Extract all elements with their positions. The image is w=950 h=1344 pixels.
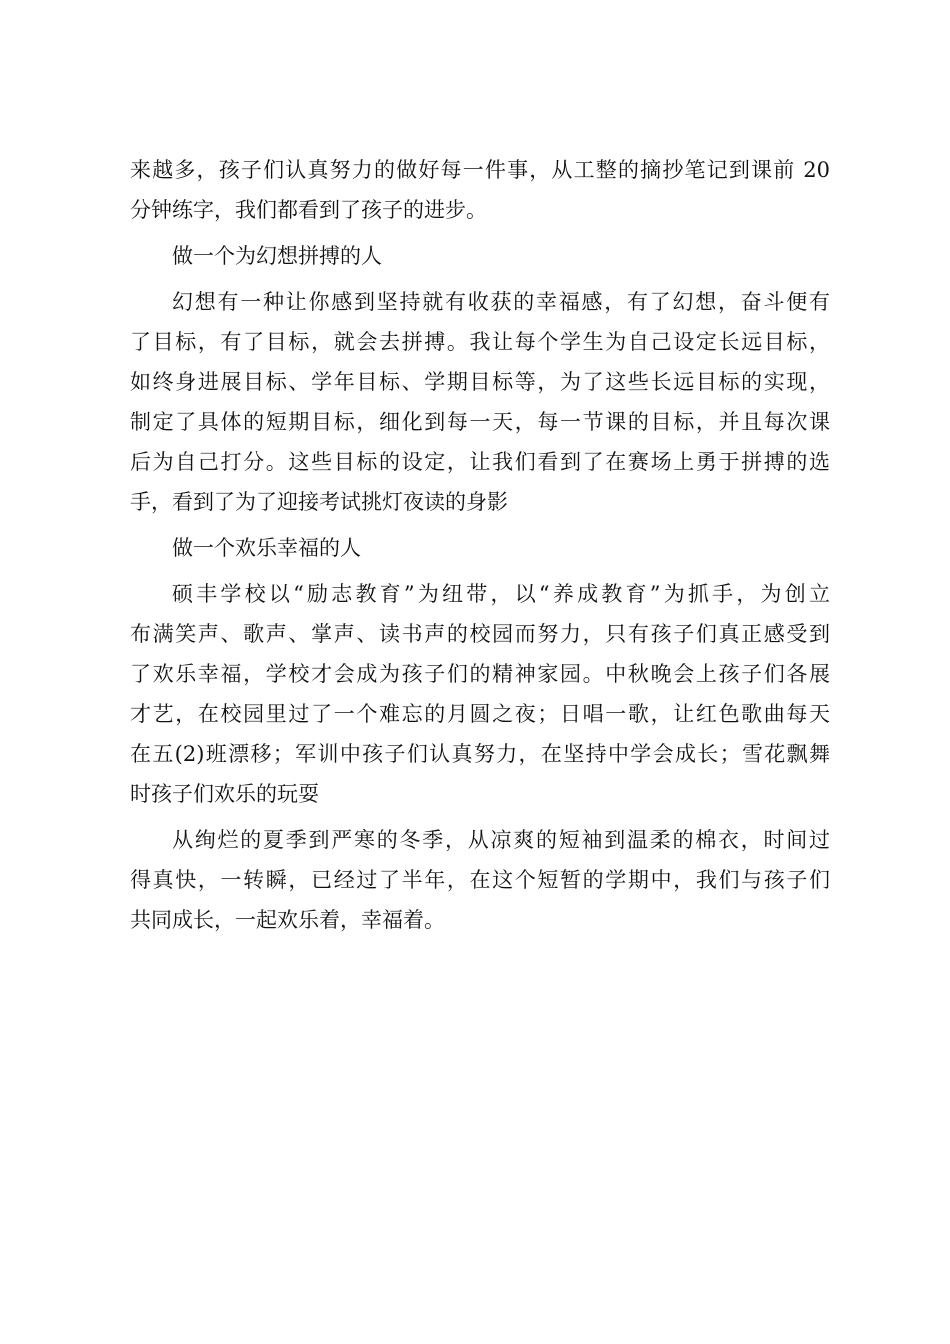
section-heading: [130, 528, 830, 568]
section-heading: [130, 236, 830, 276]
text-line: 幻想有一种让你感到坚持就有收获的幸福感，有了幻想，奋斗便有: [172, 290, 830, 314]
text-line: 了欢乐幸福，学校才会成为孩子们的精神家园。中秋晚会上孩子们各展: [130, 662, 830, 686]
text-line: 得真快，一转瞬，已经过了半年，在这个短暂的学期中，我们与孩子们: [130, 868, 830, 892]
text-line: 共同成长，一起欢乐着，幸福着。: [130, 908, 445, 932]
text-line: 才艺，在校园里过了一个难忘的月圆之夜；日唱一歌，让红色歌曲每天: [130, 702, 830, 726]
text-line: 制定了具体的短期目标，细化到每一天，每一节课的目标，并且每次课: [130, 410, 830, 434]
paragraph: [130, 282, 830, 522]
heading-line: 做一个为幻想拼搏的人: [172, 244, 382, 268]
text-line: 如终身进展目标、学年目标、学期目标等，为了这些长远目标的实现，: [130, 370, 830, 394]
text-line: 时孩子们欢乐的玩耍: [130, 782, 319, 806]
text-line: 分钟练字，我们都看到了孩子的进步。: [130, 198, 487, 222]
paragraph: [130, 574, 830, 814]
document-page: [130, 150, 830, 940]
text-line: 硕丰学校以“励志教育”为纽带，以“养成教育”为抓手，为创立: [172, 582, 830, 606]
text-line: 在五(2)班漂移；军训中孩子们认真努力，在坚持中学会成长；雪花飘舞: [130, 742, 830, 766]
text-line: 后为自己打分。这些目标的设定，让我们看到了在赛场上勇于拼搏的选: [130, 450, 830, 474]
heading-line: 做一个欢乐幸福的人: [172, 536, 361, 560]
paragraph: [130, 150, 830, 230]
text-line: 布满笑声、歌声、掌声、读书声的校园而努力，只有孩子们真正感受到: [130, 622, 830, 646]
text-line: 从绚烂的夏季到严寒的冬季，从凉爽的短袖到温柔的棉衣，时间过: [172, 828, 830, 852]
text-line: 来越多，孩子们认真努力的做好每一件事，从工整的摘抄笔记到课前 20: [130, 158, 830, 182]
text-line: 了目标，有了目标，就会去拼搏。我让每个学生为自己设定长远目标，: [130, 330, 830, 354]
paragraph: [130, 820, 830, 940]
text-line: 手，看到了为了迎接考试挑灯夜读的身影: [130, 490, 508, 514]
